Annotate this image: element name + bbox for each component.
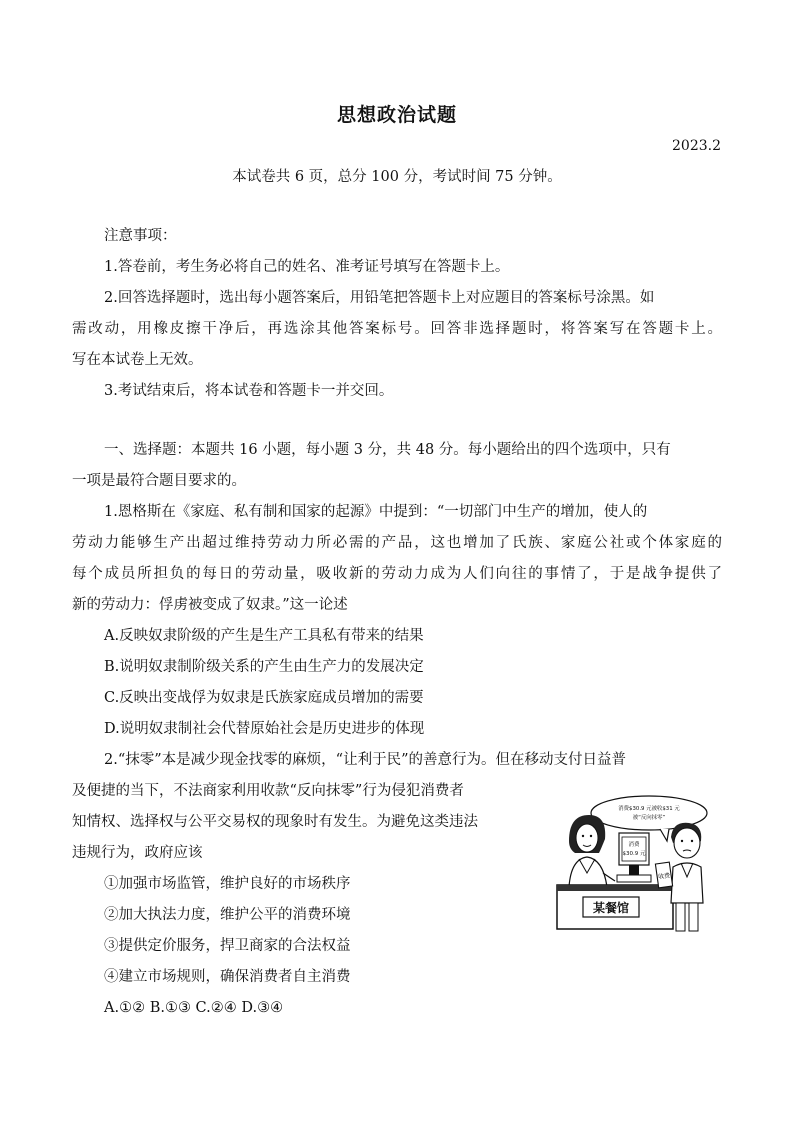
page-title: 思想政治试题 xyxy=(336,104,457,126)
section-1-heading-line-1: 一、选择题：本题共 16 小题，每小题 3 分，共 48 分。每小题给出的四个选项中，只有 xyxy=(104,442,671,458)
q2-stem-line-2: 及便捷的当下，不法商家利用收款“反向抹零”行为侵犯消费者 xyxy=(72,783,464,799)
bubble-text-1: 消费$30.9 元被收$31 元 xyxy=(618,806,680,812)
exam-info: 本试卷共 6 页，总分 100 分，考试时间 75 分钟。 xyxy=(232,169,562,185)
bubble-text-2: 被“反向抹零” xyxy=(632,815,666,821)
q2-item-3: ③提供定价服务，捍卫商家的合法权益 xyxy=(104,938,351,954)
notice-heading: 注意事项： xyxy=(104,228,177,244)
notice-item-2-line-2: 需改动，用橡皮擦干净后，再选涂其他答案标号。回答非选择题时，将答案写在答题卡上。 xyxy=(72,321,722,337)
q2-item-1: ①加强市场监管，维护良好的市场秩序 xyxy=(104,876,351,892)
section-1-heading-line-2: 一项是最符合题目要求的。 xyxy=(72,473,246,489)
q2-item-4: ④建立市场规则，确保消费者自主消费 xyxy=(104,969,351,985)
counter xyxy=(557,885,673,929)
screen-text-1: 消费 xyxy=(628,842,640,848)
q2-stem-line-3: 知情权、选择权与公平交易权的现象时有发生。为避免这类违法 xyxy=(72,814,478,830)
q2-stem-line-4: 违规行为，政府应该 xyxy=(72,845,203,861)
exam-date: 2023.2 xyxy=(672,138,721,154)
q1-stem-line-1: 1.恩格斯在《家庭、私有制和国家的起源》中提到：“一切部门中生产的增加，使人的 xyxy=(104,504,648,520)
q1-option-c: C.反映出变战俘为奴隶是氏族家庭成员增加的需要 xyxy=(104,690,424,706)
q2-options: A.①② B.①③ C.②④ D.③④ xyxy=(104,1000,284,1016)
q1-option-b: B.说明奴隶制阶级关系的产生由生产力的发展决定 xyxy=(104,659,424,675)
notice-item-1: 1.答卷前，考生务必将自己的姓名、准考证号填写在答题卡上。 xyxy=(104,259,510,275)
restaurant-cartoon xyxy=(555,793,723,933)
q1-stem-line-4: 新的劳动力：俘虏被变成了奴隶。”这一论述 xyxy=(72,597,348,613)
receipt-text: 收费 xyxy=(657,872,671,881)
q1-stem-line-2: 劳动力能够生产出超过维持劳动力所必需的产品，这也增加了氏族、家庭公社或个体家庭的 xyxy=(72,535,722,551)
screen-text-2: $30.9 元 xyxy=(622,851,646,857)
cash-register xyxy=(617,833,651,882)
cashier-figure xyxy=(569,815,615,887)
q2-stem-line-1: 2.“抹零”本是减少现金找零的麻烦，“让利于民”的善意行为。但在移动支付日益普 xyxy=(104,752,626,768)
counter-sign: 某餐馆 xyxy=(592,901,630,915)
q1-option-a: A.反映奴隶阶级的产生是生产工具私有带来的结果 xyxy=(104,628,424,644)
q1-option-d: D.说明奴隶制社会代替原始社会是历史进步的体现 xyxy=(104,721,425,737)
q2-item-2: ②加大执法力度，维护公平的消费环境 xyxy=(104,907,351,923)
q1-stem-line-3: 每个成员所担负的每日的劳动量，吸收新的劳动力成为人们向往的事情了，于是战争提供了 xyxy=(72,566,722,582)
notice-item-2-line-3: 写在本试卷上无效。 xyxy=(72,352,203,368)
notice-item-3: 3.考试结束后，将本试卷和答题卡一并交回。 xyxy=(104,383,394,399)
notice-item-2-line-1: 2.回答选择题时，选出每小题答案后，用铅笔把答题卡上对应题目的答案标号涂黑。如 xyxy=(104,290,655,306)
